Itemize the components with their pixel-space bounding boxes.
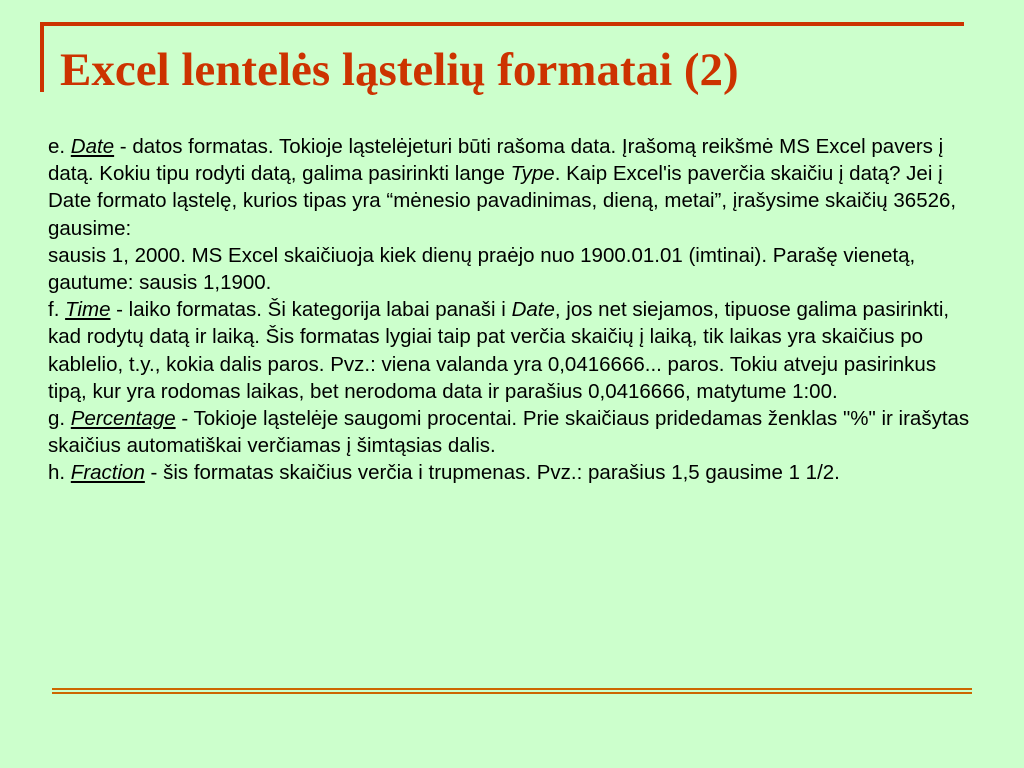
paragraph-prefix: e. bbox=[48, 135, 71, 158]
term-fraction: Fraction bbox=[70, 461, 145, 485]
italic-term-date: Date bbox=[511, 298, 555, 322]
title-frame-left-line bbox=[40, 22, 44, 92]
slide-title: Excel lentelės ląstelių formatai (2) bbox=[60, 44, 739, 96]
paragraph-text: - laiko formatas. Ši kategorija labai panaši i bbox=[110, 298, 512, 322]
paragraph-text: . Kaip Excel'is paverčia skaičiu į datą? Jei į Date formato ląstelę, kurios tipas yra “mėnesio pavadinimas, dieną, metai”, įrašysime skaičių 36526, gausime: bbox=[48, 162, 957, 240]
paragraph-date bbox=[48, 133, 978, 296]
paragraph-text: , jos net siejamos, tipuose galima pasirinkti, kad rodytų datą ir laiką. Šis formatas lygiai taip pat verčia skaičių į laiką, tik laikas yra skaičius po kablelio, t.y., kokia dalis paros. Pvz.: viena valanda yra 0,0416666... paros. Tokiu atveju pasirinkus tipą, kur yra rodomas laikas, bet nerodoma data ir parašius 0,0416666, matytume 1:00. bbox=[48, 298, 950, 403]
paragraph-prefix: h. bbox=[48, 461, 71, 485]
term-time: Time bbox=[65, 298, 111, 322]
paragraph-time bbox=[48, 296, 978, 405]
term-percentage: Percentage bbox=[70, 407, 176, 431]
paragraph-text: - Tokioje ląstelėje saugomi procentai. Prie skaičiaus pridedamas ženklas "%" ir irašytas skaičius automatiškai verčiamas į šimtąsias dalis. bbox=[48, 407, 970, 458]
paragraph-text: sausis 1, 2000. MS Excel skaičiuoja kiek dienų praėjo nuo 1900.01.01 (imtinai). Parašę vienetą, gautume: sausis 1,1900. bbox=[48, 243, 916, 295]
term-date: Date bbox=[70, 135, 115, 158]
paragraph-prefix: g. bbox=[48, 407, 71, 431]
paragraph-prefix: f. bbox=[48, 298, 66, 322]
paragraph-fraction bbox=[48, 459, 978, 486]
slide-body bbox=[48, 133, 978, 487]
paragraph-percentage bbox=[48, 405, 978, 459]
italic-term-type: Type bbox=[510, 162, 555, 186]
bottom-divider-line bbox=[52, 688, 972, 690]
title-frame-top-line bbox=[40, 22, 964, 26]
paragraph-text: - šis formatas skaičius verčia i trupmenas. Pvz.: parašius 1,5 gausime 1 1/2. bbox=[144, 461, 840, 485]
bottom-divider-line bbox=[52, 692, 972, 694]
paragraph-text: - datos formatas. Tokioje ląstelėjeturi būti rašoma data. Įrašomą reikšmė MS Excel pavers į datą. Kokiu tipu rodyti datą, galima pasirinkti lange bbox=[48, 135, 944, 186]
